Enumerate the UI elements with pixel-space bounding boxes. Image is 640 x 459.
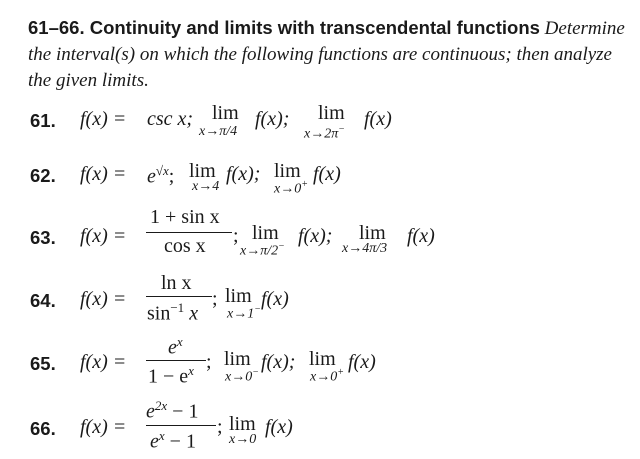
limit-subscript: x→4	[192, 179, 220, 194]
limit-word: lim	[252, 222, 279, 244]
fraction-numerator: $e^x$	[168, 334, 183, 359]
heading-title: 61–66. Continuity and limits with transcendental functions	[28, 17, 540, 38]
limit-expression: f(x);	[226, 163, 261, 185]
problem-number: 65.	[30, 353, 56, 374]
limit-word: lim	[225, 285, 252, 307]
problem-number: 66.	[30, 418, 56, 439]
limit-subscript: x→0−	[225, 367, 259, 385]
limit-word: lim	[359, 222, 386, 244]
limit-expression: f(x);	[261, 351, 296, 373]
function-rhs: csc x;	[147, 108, 194, 130]
function-lhs: f(x) =	[80, 225, 127, 247]
fraction-denominator: $e^x - 1$	[150, 428, 196, 453]
limit-expression: f(x)	[407, 225, 435, 247]
function-lhs: f(x) =	[80, 108, 127, 130]
heading-instructions: Determine the interval(s) on which the following functions are continuous; then analyze the given limits.	[28, 18, 625, 91]
limit-expression: f(x)	[265, 416, 293, 438]
section-heading	[28, 15, 628, 94]
separator: ;	[233, 225, 239, 247]
limit-word: lim	[309, 348, 336, 370]
function-lhs: f(x) =	[80, 416, 127, 438]
limit-subscript: x→4π/3	[342, 241, 388, 256]
fraction-denominator: $1 - e^x$	[148, 363, 194, 388]
limit-expression: f(x);	[298, 225, 333, 247]
fraction-denominator: $\sin^{-1} x$	[147, 300, 199, 325]
problem-number: 61.	[30, 110, 56, 131]
fraction-bar	[146, 360, 206, 361]
fraction-numerator: 1 + sin x	[150, 206, 220, 228]
limit-expression: f(x);	[255, 108, 290, 130]
limit-expression: f(x)	[348, 351, 376, 373]
limit-word: lim	[318, 102, 345, 124]
limit-subscript: x→π/2−	[240, 241, 285, 259]
separator: ;	[217, 416, 223, 438]
limit-subscript: x→π/4	[199, 124, 238, 139]
fraction-numerator: ln x	[161, 272, 192, 294]
limit-subscript: x→0+	[310, 367, 344, 385]
limit-subscript: x→2π−	[304, 124, 345, 142]
limit-word: lim	[229, 413, 256, 435]
function-rhs: $e^{√x}$;	[147, 163, 175, 188]
limit-subscript: x→1−	[227, 304, 261, 322]
separator: ;	[206, 351, 212, 373]
limit-expression: f(x)	[261, 288, 289, 310]
limit-word: lim	[189, 160, 216, 182]
limit-expression: f(x)	[313, 163, 341, 185]
function-lhs: f(x) =	[80, 351, 127, 373]
fraction-bar	[146, 425, 216, 426]
limit-word: lim	[212, 102, 239, 124]
fraction-denominator: cos x	[164, 235, 206, 257]
problem-number: 62.	[30, 165, 56, 186]
function-lhs: f(x) =	[80, 288, 127, 310]
function-lhs: f(x) =	[80, 163, 127, 185]
separator: ;	[212, 288, 218, 310]
fraction-numerator: $e^{2x} - 1$	[146, 398, 199, 423]
fraction-bar	[146, 296, 212, 297]
limit-expression: f(x)	[364, 108, 392, 130]
limit-word: lim	[224, 348, 251, 370]
problem-number: 64.	[30, 290, 56, 311]
fraction-bar	[146, 232, 232, 233]
problem-number: 63.	[30, 227, 56, 248]
limit-subscript: x→0+	[274, 179, 308, 197]
limit-subscript: x→0	[229, 432, 257, 447]
limit-word: lim	[274, 160, 301, 182]
